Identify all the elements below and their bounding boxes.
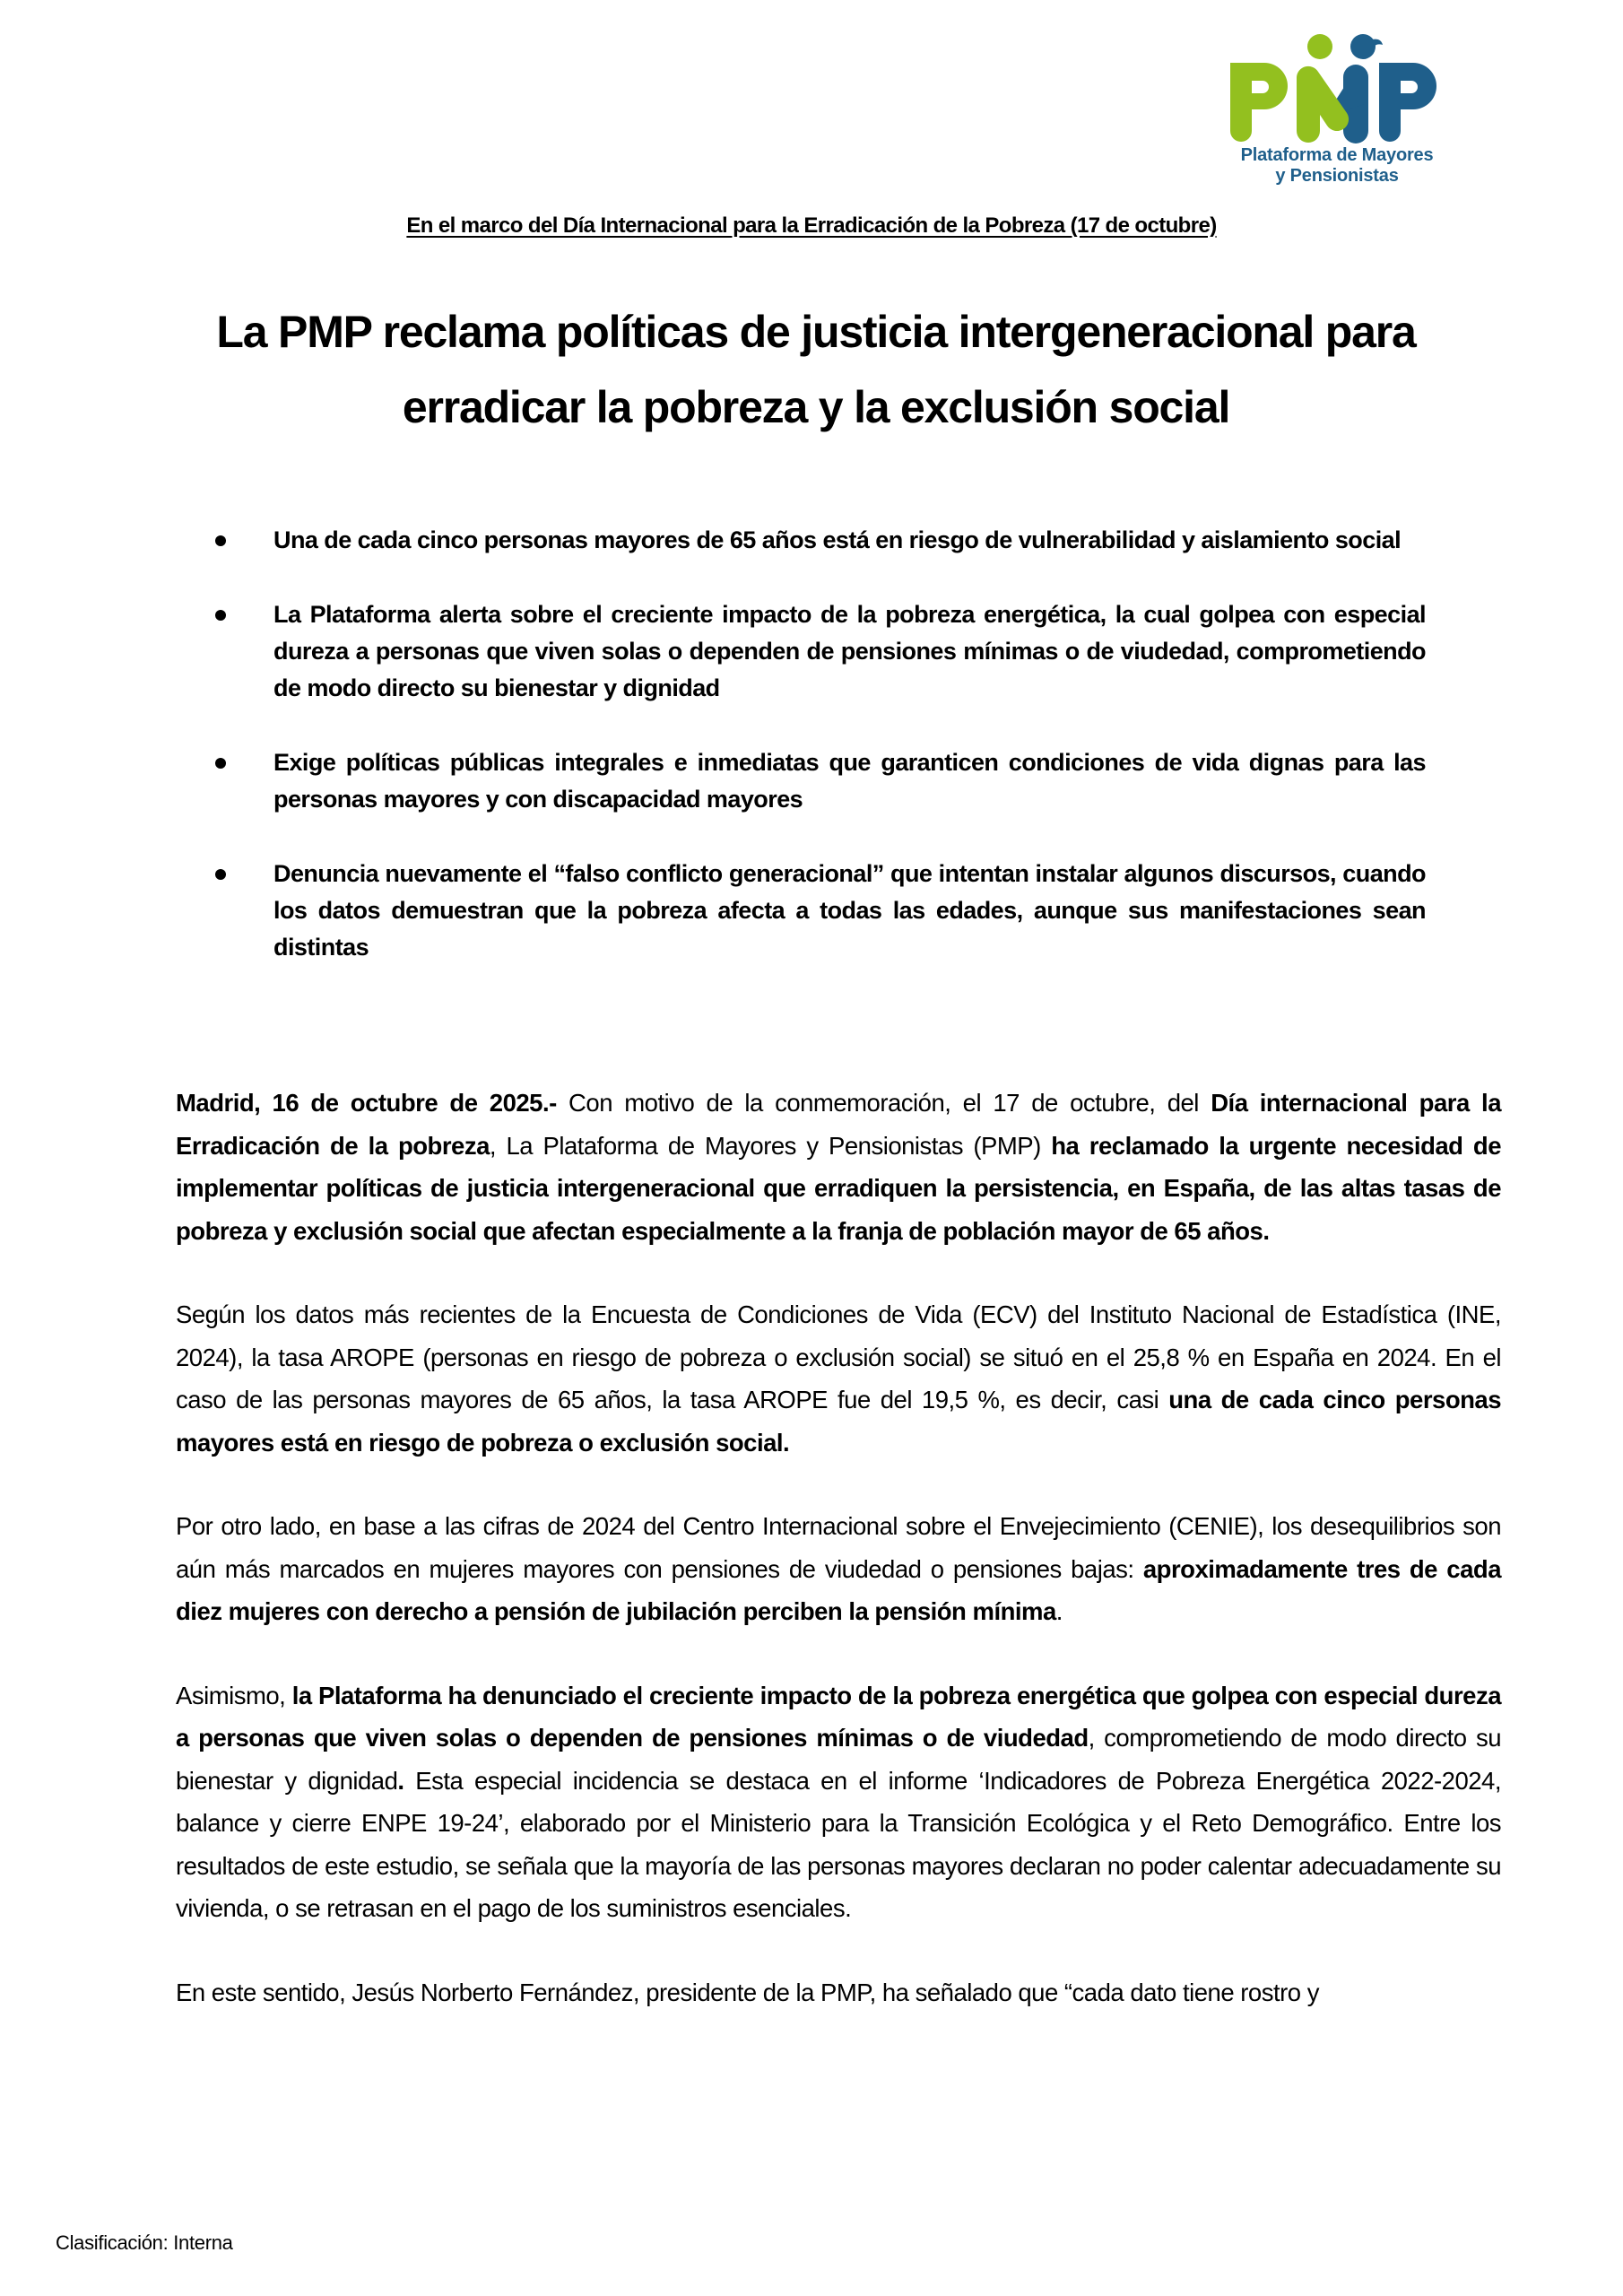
bullet-icon [215,869,226,880]
logo-name-line1: Plataforma de Mayores [1240,145,1434,165]
list-item-text: La Plataforma alerta sobre el creciente impacto de la pobreza energética, la cual golpea con especial dureza a personas que viven solas o dependen de pensiones mínimas o de viudedad, comprometiendo de modo directo su bienestar y dignidad [273,601,1426,701]
bold-text-segment: una de cada cinco personas mayores está en riesgo de pobreza o exclusión social. [176,1386,1501,1457]
bullet-icon [215,535,226,546]
kicker-text: En el marco del Día Internacional para la Erradicación de la Pobreza (17 de octubre) [406,213,1217,238]
title-line-2: erradicar la pobreza y la exclusión social [402,382,1230,432]
pmp-logo-icon [1219,27,1462,144]
list-item [215,856,1426,966]
text-segment: , La Plataforma de Mayores y Pensionistas (PMP) [489,1131,1052,1160]
bullet-icon [215,758,226,769]
text-segment: Esta especial incidencia se destaca en el informe ‘Indicadores de Pobreza Energética 2022-2024, balance y cierre ENPE 19-24’, elaborado por el Ministerio para la Transición Ecológica y el Reto Demográfico. Entre los resultados de este estudio, se señala que la mayoría de las personas mayores declaran no poder calentar adecuadamente su vivienda, o se retrasan en el pago de los suministros esenciales. [176,1766,1501,1922]
title-line-1: La PMP reclama políticas de justicia intergeneracional para [216,307,1416,357]
list-item-text: Exige políticas públicas integrales e inmediatas que garanticen condiciones de vida dignas para las personas mayores y con discapacidad mayores [273,749,1426,813]
highlights-list [215,522,1426,1004]
paragraph-intro [176,1082,1501,1252]
paragraph-cenie-data [176,1505,1501,1633]
paragraph-energy-poverty [176,1674,1501,1930]
bullet-icon [215,610,226,621]
bold-text-segment: . [397,1766,404,1795]
text-segment: En este sentido, Jesús Norberto Fernández, presidente de la PMP, ha señalado que “cada dato tiene rostro y [176,1978,1319,2006]
text-segment: . [1055,1597,1063,1625]
bold-text-segment: Día internacional para la Erradicación de la pobreza [176,1089,1501,1160]
kicker-line [0,213,1623,239]
list-item [215,596,1426,707]
text-segment: Con motivo de la conmemoración, el 17 de octubre, del [556,1089,1211,1117]
bold-text-segment: aproximadamente tres de cada diez mujeres con derecho a pensión de jubilación perciben la pensión mínima [176,1554,1501,1625]
bold-text-segment: ha reclamado la urgente necesidad de implementar políticas de justicia intergeneracional que erradiquen la persistencia, en España, de las altas tasas de pobreza y exclusión social que afectan especialmente a la franja de población mayor de 65 años. [176,1131,1501,1245]
text-segment: Según los datos más recientes de la Encuesta de Condiciones de Vida (ECV) del Instituto Nacional de Estadística (INE, 2024), la tasa AROPE (personas en riesgo de pobreza o exclusión social) se situó en el 25,8 % en España en 2024. En el caso de las personas mayores de 65 años, la tasa AROPE fue del 19,5 %, es decir, casi [176,1300,1501,1413]
logo-name-line2: y Pensionistas [1275,166,1399,186]
list-item [215,744,1426,818]
classification-footer: Clasificación: Interna [56,2231,233,2254]
text-segment: , comprometiendo de modo directo su bienestar y dignidad [176,1724,1502,1795]
page-title [126,294,1506,445]
list-item-text: Denuncia nuevamente el “falso conflicto generacional” que intentan instalar algunos discursos, cuando los datos demuestran que la pobreza afecta a todas las edades, aunque sus manifestaciones sean distintas [273,860,1426,961]
paragraph-arope-data [176,1293,1501,1464]
bold-text-segment: Madrid, 16 de octubre de 2025.- [176,1089,557,1117]
paragraph-president-quote [176,1971,1501,2014]
bold-text-segment: la Plataforma ha denunciado el creciente impacto de la pobreza energética que golpea con especial dureza a personas que viven solas o dependen de pensiones mínimas o de viudedad [176,1681,1501,1752]
article-body [176,1082,1501,2055]
list-item-text: Una de cada cinco personas mayores de 65 años está en riesgo de vulnerabilidad y aislamiento social [273,526,1402,553]
list-item [215,522,1426,559]
pmp-logo [1219,27,1462,190]
text-segment: Asimismo, [176,1681,292,1709]
text-segment: Por otro lado, en base a las cifras de 2024 del Centro Internacional sobre el Envejecimiento (CENIE), los desequilibrios son aún más marcados en mujeres mayores con pensiones de viudedad o pensiones bajas: [176,1512,1501,1583]
